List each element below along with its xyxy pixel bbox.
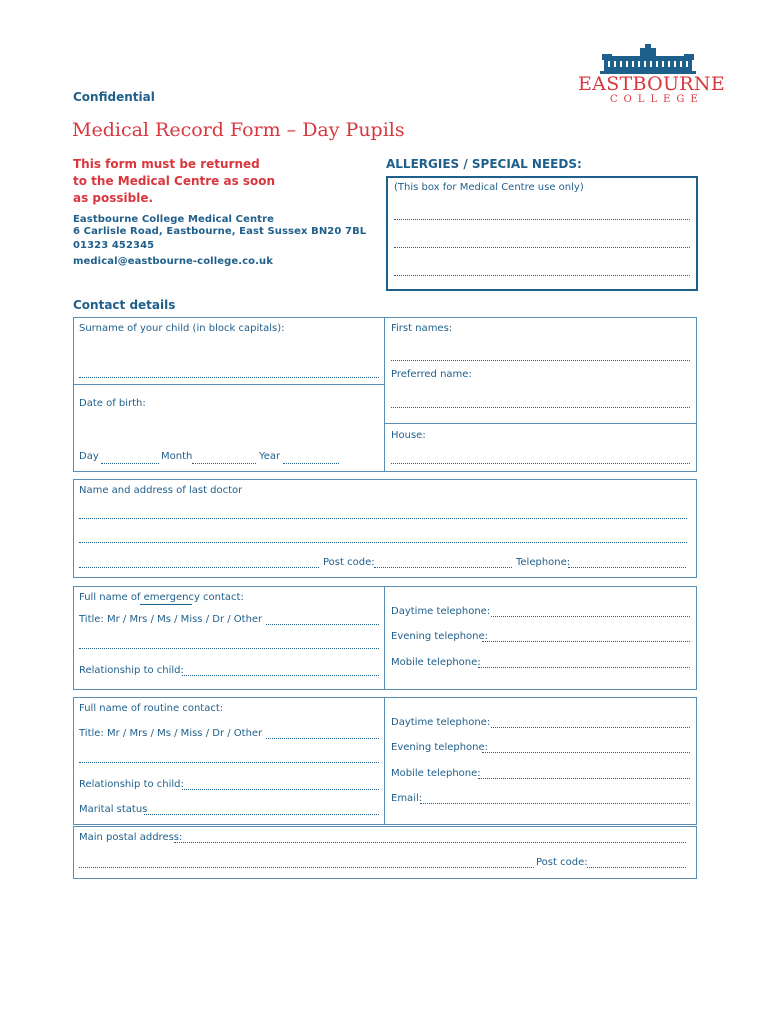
routine-email-field[interactable] [420, 803, 690, 804]
doctor-telephone-label: Telephone: [516, 557, 571, 568]
return-note [73, 156, 275, 207]
contact-details-heading: Contact details [73, 298, 176, 312]
confidential-label: Confidential [73, 90, 155, 104]
address-line-1: Eastbourne College Medical Centre [73, 214, 274, 225]
routine-relationship-label: Relationship to child: [79, 779, 184, 790]
routine-title-label: Title: Mr / Mrs / Ms / Miss / Dr / Other [79, 728, 263, 739]
row-divider-left [74, 384, 384, 385]
allergies-line-2[interactable] [394, 247, 690, 248]
dob-year-field[interactable] [283, 463, 339, 464]
postal-address-field-2[interactable] [79, 867, 534, 868]
doctor-line-3[interactable] [79, 567, 319, 568]
emergency-relationship-label: Relationship to child: [79, 665, 184, 676]
routine-mobile-label: Mobile telephone: [391, 768, 481, 779]
emergency-mobile-field[interactable] [478, 667, 690, 668]
surname-field[interactable] [79, 377, 379, 378]
surname-label: Surname of your child (in block capitals): [79, 323, 285, 334]
medical-centre-phone: 01323 452345 [73, 240, 155, 251]
medical-centre-email: medical@eastbourne-college.co.uk [73, 256, 274, 267]
routine-mobile-field[interactable] [478, 778, 690, 779]
dob-day-label: Day [79, 451, 99, 462]
column-divider [384, 318, 385, 471]
emergency-name-field[interactable] [79, 648, 379, 649]
routine-title-field[interactable] [266, 738, 379, 739]
routine-contact-label: Full name of routine contact: [79, 703, 224, 714]
emergency-relationship-field[interactable] [182, 675, 379, 676]
routine-marital-label: Marital status [79, 804, 148, 815]
allergies-heading: ALLERGIES / SPECIAL NEEDS: [386, 157, 582, 171]
page-title: Medical Record Form – Day Pupils [72, 119, 405, 141]
emergency-contact-label: Full name of emergency contact: [79, 592, 244, 603]
emergency-contact-box [73, 586, 697, 690]
emergency-daytime-field[interactable] [491, 616, 690, 617]
dob-label: Date of birth: [79, 398, 146, 409]
routine-contact-box [73, 697, 697, 825]
dob-day-field[interactable] [101, 463, 159, 464]
college-building-icon [600, 44, 696, 74]
routine-evening-field[interactable] [482, 752, 690, 753]
emergency-column-divider [384, 587, 385, 689]
emergency-evening-field[interactable] [482, 641, 690, 642]
house-label: House: [391, 430, 426, 441]
emergency-daytime-label: Daytime telephone: [391, 606, 491, 617]
postal-postcode-field[interactable] [587, 867, 686, 868]
allergies-box [386, 176, 698, 291]
college-logo [578, 44, 724, 106]
routine-relationship-field[interactable] [182, 789, 379, 790]
first-names-field[interactable] [391, 360, 690, 361]
preferred-name-field[interactable] [391, 407, 690, 408]
routine-marital-field[interactable] [144, 814, 379, 815]
doctor-label: Name and address of last doctor [79, 485, 243, 496]
postal-address-box [73, 826, 697, 879]
logo-subtitle: COLLEGE [610, 94, 704, 105]
preferred-name-label: Preferred name: [391, 369, 472, 380]
medical-centre-address [73, 214, 366, 238]
postal-address-field-1[interactable] [174, 842, 686, 843]
doctor-telephone-field[interactable] [568, 567, 686, 568]
return-note-line-3: as possible. [73, 191, 154, 205]
doctor-box [73, 479, 697, 578]
routine-daytime-label: Daytime telephone: [391, 717, 491, 728]
emergency-mobile-label: Mobile telephone: [391, 657, 481, 668]
routine-daytime-field[interactable] [491, 727, 690, 728]
return-note-line-2: to the Medical Centre as soon [73, 174, 276, 188]
doctor-postcode-label: Post code: [323, 557, 375, 568]
dob-month-field[interactable] [192, 463, 256, 464]
routine-name-field[interactable] [79, 762, 379, 763]
dob-month-label: Month [161, 451, 193, 462]
emergency-title-label: Title: Mr / Mrs / Ms / Miss / Dr / Other [79, 614, 263, 625]
house-field[interactable] [391, 463, 690, 464]
row-divider-right [384, 423, 696, 424]
logo-wordmark: EASTBOURNE [578, 73, 725, 95]
emergency-underline [140, 604, 192, 605]
doctor-postcode-field[interactable] [374, 567, 512, 568]
routine-column-divider [384, 698, 385, 824]
allergies-line-1[interactable] [394, 219, 690, 220]
postal-postcode-label: Post code: [536, 857, 588, 868]
allergies-line-3[interactable] [394, 275, 690, 276]
doctor-line-1[interactable] [79, 518, 687, 519]
first-names-label: First names: [391, 323, 453, 334]
emergency-evening-label: Evening telephone: [391, 631, 489, 642]
child-details-box [73, 317, 697, 472]
postal-address-label: Main postal address: [79, 832, 183, 843]
allergies-note: (This box for Medical Centre use only) [394, 182, 584, 193]
dob-year-label: Year [259, 451, 281, 462]
routine-email-label: Email: [391, 793, 423, 804]
doctor-line-2[interactable] [79, 542, 687, 543]
address-line-2: 6 Carlisle Road, Eastbourne, East Sussex BN20 7BL [73, 226, 367, 237]
return-note-line-1: This form must be returned [73, 157, 260, 171]
routine-evening-label: Evening telephone: [391, 742, 489, 753]
emergency-title-field[interactable] [266, 624, 379, 625]
